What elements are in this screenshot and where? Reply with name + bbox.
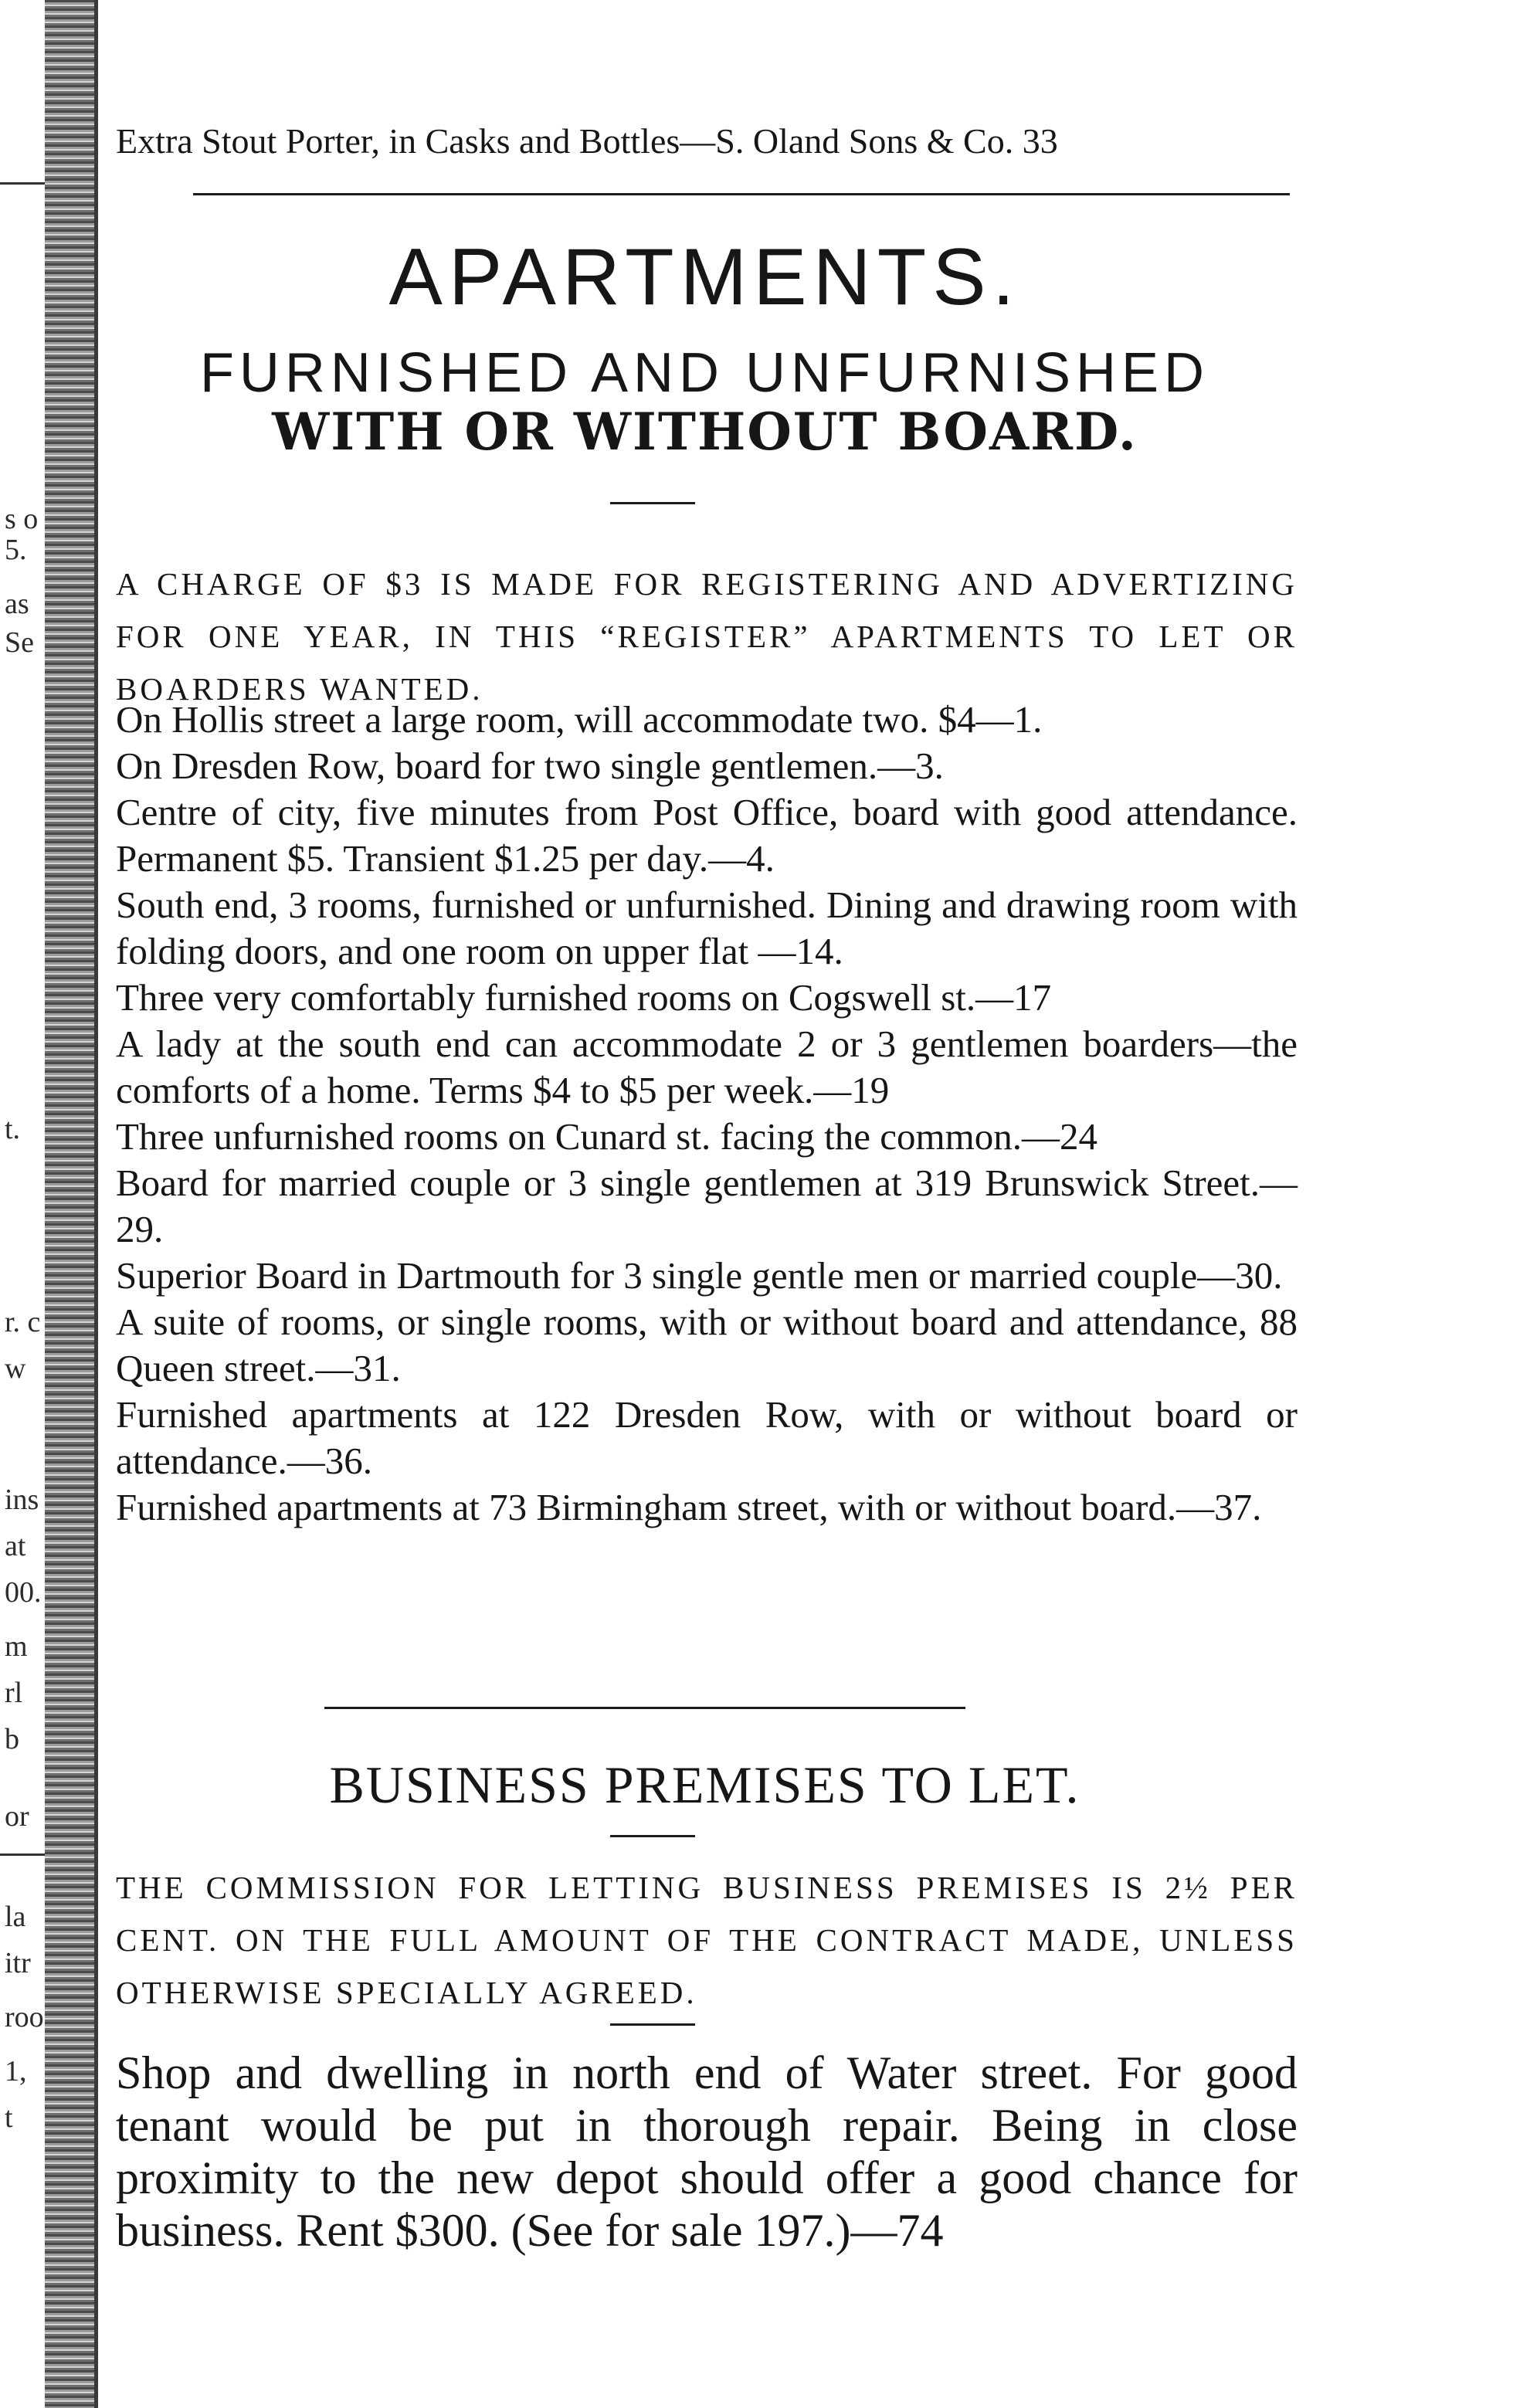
commission-notice: THE COMMISSION FOR LETTING BUSINESS PREMISES IS 2½ PER CENT. ON THE FULL AMOUNT OF THE CONTRACT MADE, UNLESS OTHERWISE SPECIALLY AGREED. bbox=[116, 1870, 1298, 2010]
margin-fragment: 00. bbox=[5, 1576, 42, 1609]
margin-rule-mark bbox=[0, 1853, 45, 1856]
apartment-listings bbox=[116, 697, 1298, 1531]
registration-notice: A CHARGE OF $3 IS MADE FOR REGISTERING AND ADVERTIZING FOR ONE YEAR, IN THIS “REGISTER” APARTMENTS TO LET OR BOARDERS WANTED. bbox=[116, 566, 1298, 707]
margin-fragment: w bbox=[5, 1352, 26, 1385]
listing-item: On Dresden Row, board for two single gentlemen.—3. bbox=[116, 744, 944, 787]
listing-item: A lady at the south end can accommodate 2 or 3 gentlemen boarders—the comforts of a home. Terms $4 to $5 per week.—19 bbox=[116, 1023, 1298, 1111]
listing-item: Superior Board in Dartmouth for 3 single gentle men or married couple—30. bbox=[116, 1254, 1283, 1297]
margin-fragment: ins bbox=[5, 1484, 39, 1516]
margin-fragment: s o bbox=[5, 503, 39, 535]
margin-fragment: 1, bbox=[5, 2055, 27, 2087]
section-title: APARTMENTS. bbox=[388, 232, 1021, 322]
margin-fragment: rl bbox=[5, 1677, 23, 1709]
margin-fragment: 5. bbox=[5, 534, 27, 566]
margin-fragment: la bbox=[5, 1901, 26, 1933]
margin-fragment: roo bbox=[5, 2001, 44, 2033]
page-binding-edge bbox=[94, 0, 98, 2408]
margin-fragment: b bbox=[5, 1723, 19, 1755]
running-head: Extra Stout Porter, in Casks and Bottles—S. Oland Sons & Co. 33 bbox=[116, 121, 1058, 161]
margin-fragment: t bbox=[5, 2101, 13, 2134]
margin-fragment: r. c bbox=[5, 1306, 41, 1338]
short-divider bbox=[610, 2023, 695, 2026]
listing-item: A suite of rooms, or single rooms, with or without board and attendance, 88 Queen street.—31. bbox=[116, 1301, 1298, 1389]
margin-fragment: as bbox=[5, 588, 29, 620]
short-divider bbox=[610, 502, 695, 504]
listing-item: Three unfurnished rooms on Cunard st. facing the common.—24 bbox=[116, 1115, 1098, 1158]
listing-item: South end, 3 rooms, furnished or unfurnished. Dining and drawing room with folding doors, and one room on upper flat —14. bbox=[116, 883, 1298, 972]
listing-item: Furnished apartments at 73 Birmingham street, with or without board.—37. bbox=[116, 1486, 1262, 1528]
listing-item: Centre of city, five minutes from Post Office, board with good attendance. Permanent $5. Transient $1.25 per day.—4. bbox=[116, 791, 1298, 880]
margin-fragment: or bbox=[5, 1800, 29, 1833]
section-subtitle: FURNISHED AND UNFURNISHED bbox=[199, 342, 1210, 404]
business-listing: Shop and dwelling in north end of Water street. For good tenant would be put in thorough repair. Being in close proximity to the new depot should offer a good chance for business. Rent $300. (See for sale 197.)—74 bbox=[116, 2047, 1298, 2256]
section-divider bbox=[324, 1707, 965, 1709]
listing-item: Furnished apartments at 122 Dresden Row, with or without board or attendance.—36. bbox=[116, 1393, 1298, 1482]
listing-item: On Hollis street a large room, will accommodate two. $4—1. bbox=[116, 698, 1043, 741]
margin-fragment: m bbox=[5, 1630, 28, 1663]
short-divider bbox=[610, 1835, 695, 1837]
margin-rule-mark bbox=[0, 182, 45, 185]
listing-item: Three very comfortably furnished rooms on Cogswell st.—17 bbox=[116, 976, 1052, 1019]
listing-item: Board for married couple or 3 single gentlemen at 319 Brunswick Street.—29. bbox=[116, 1162, 1298, 1250]
margin-fragment: t. bbox=[5, 1113, 21, 1145]
header-rule bbox=[193, 193, 1290, 195]
page-binding-strip bbox=[45, 0, 94, 2408]
margin-fragment: Se bbox=[5, 626, 34, 659]
section-title: BUSINESS PREMISES TO LET. bbox=[329, 1755, 1080, 1814]
section-subtitle-bold: WITH OR WITHOUT BOARD. bbox=[272, 402, 1138, 462]
margin-fragment: itr bbox=[5, 1947, 31, 1979]
margin-fragment: at bbox=[5, 1530, 26, 1562]
